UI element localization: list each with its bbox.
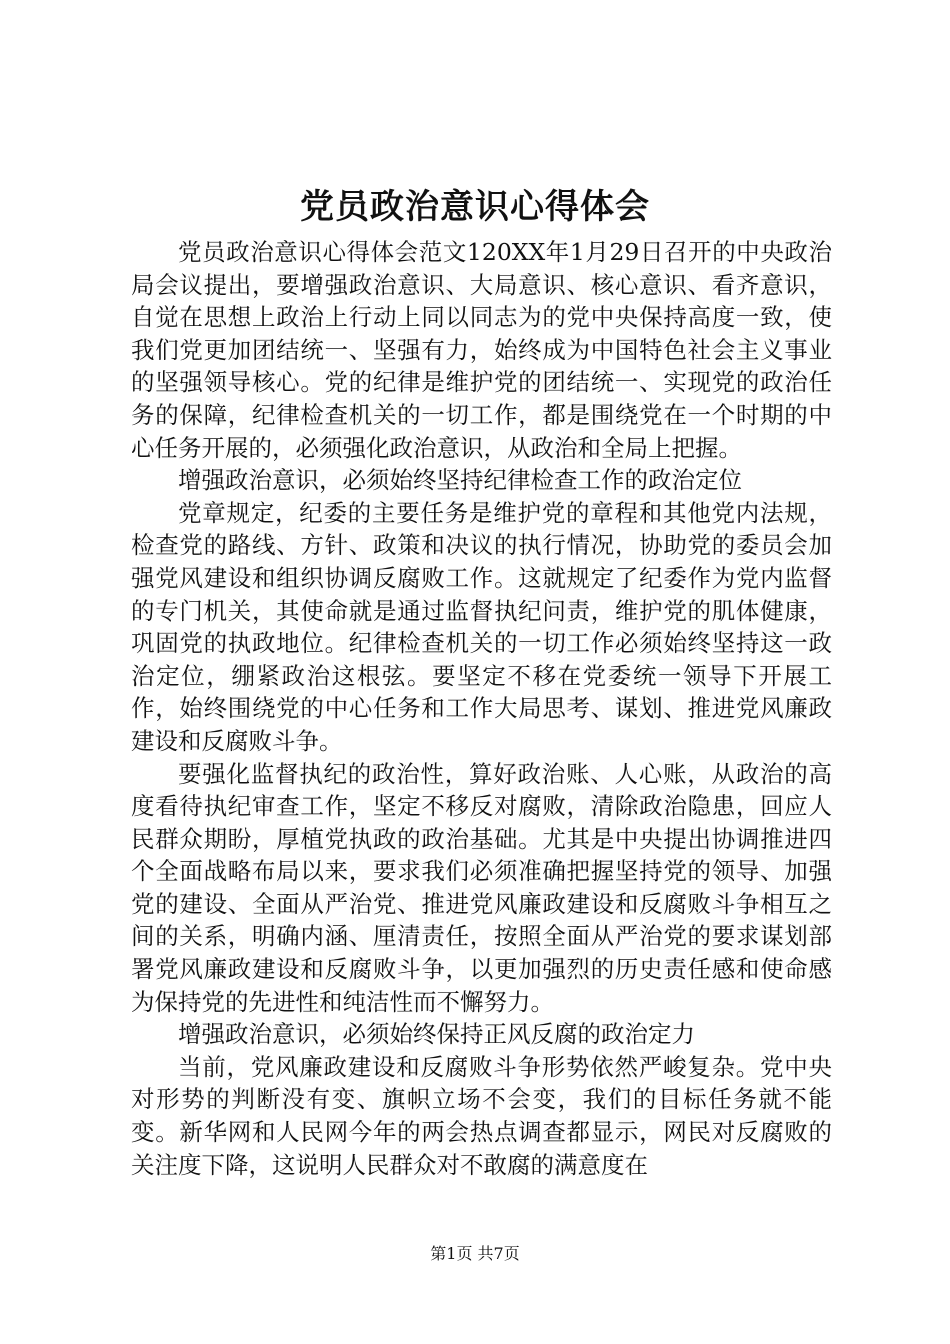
document-body — [131, 236, 832, 1181]
section-heading: 增强政治意识，必须始终保持正风反腐的政治定力 — [178, 1020, 695, 1049]
body-paragraph: 党章规定，纪委的主要任务是维护党的章程和其他党内法规，检查党的路线、方针、政策和决议的执行情况，协助党的委员会加强党风建设和组织协调反腐败工作。这就规定了纪委作为党内监督的专门机关，其使命就是通过监督执纪问责，维护党的肌体健康，巩固党的执政地位。纪律检查机关的一切工作必须始终坚持这一政治定位，绷紧政治这根弦。要坚定不移在党委统一领导下开展工作，始终围绕党的中心任务和工作大局思考、谋划、推进党风廉政建设和反腐败斗争。 — [131, 498, 832, 755]
page-footer: 第1页 共7页 — [430, 1244, 520, 1263]
body-paragraph: 党员政治意识心得体会范文120XX年1月29日召开的中央政治局会议提出，要增强政治意识、大局意识、核心意识、看齐意识，自觉在思想上政治上行动上同以同志为的党中央保持高度一致，使我们党更加团结统一、坚强有力，始终成为中国特色社会主义事业的坚强领导核心。党的纪律是维护党的团结统一、实现党的政治任务的保障，纪律检查机关的一切工作，都是围绕党在一个时期的中心任务开展的，必须强化政治意识，从政治和全局上把握。 — [131, 238, 832, 462]
body-paragraph: 要强化监督执纪的政治性，算好政治账、人心账，从政治的高度看待执纪审查工作，坚定不移反对腐败，清除政治隐患，回应人民群众期盼，厚植党执政的政治基础。尤其是中央提出协调推进四个全面战略布局以来，要求我们必须准确把握坚持党的领导、加强党的建设、全面从严治党、推进党风廉政建设和反腐败斗争相互之间的关系，明确内涵、厘清责任，按照全面从严治党的要求谋划部署党风廉政建设和反腐败斗争，以更加强烈的历史责任感和使命感为保持党的先进性和纯洁性而不懈努力。 — [131, 759, 832, 1016]
section-heading: 增强政治意识，必须始终坚持纪律检查工作的政治定位 — [178, 466, 742, 495]
document-title: 党员政治意识心得体会 — [300, 187, 650, 227]
body-paragraph: 当前，党风廉政建设和反腐败斗争形势依然严峻复杂。党中央对形势的判断没有变、旗帜立场不会变，我们的目标任务就不能变。新华网和人民网今年的两会热点调查都显示，网民对反腐败的关注度下降，这说明人民群众对不敢腐的满意度在 — [131, 1052, 832, 1179]
